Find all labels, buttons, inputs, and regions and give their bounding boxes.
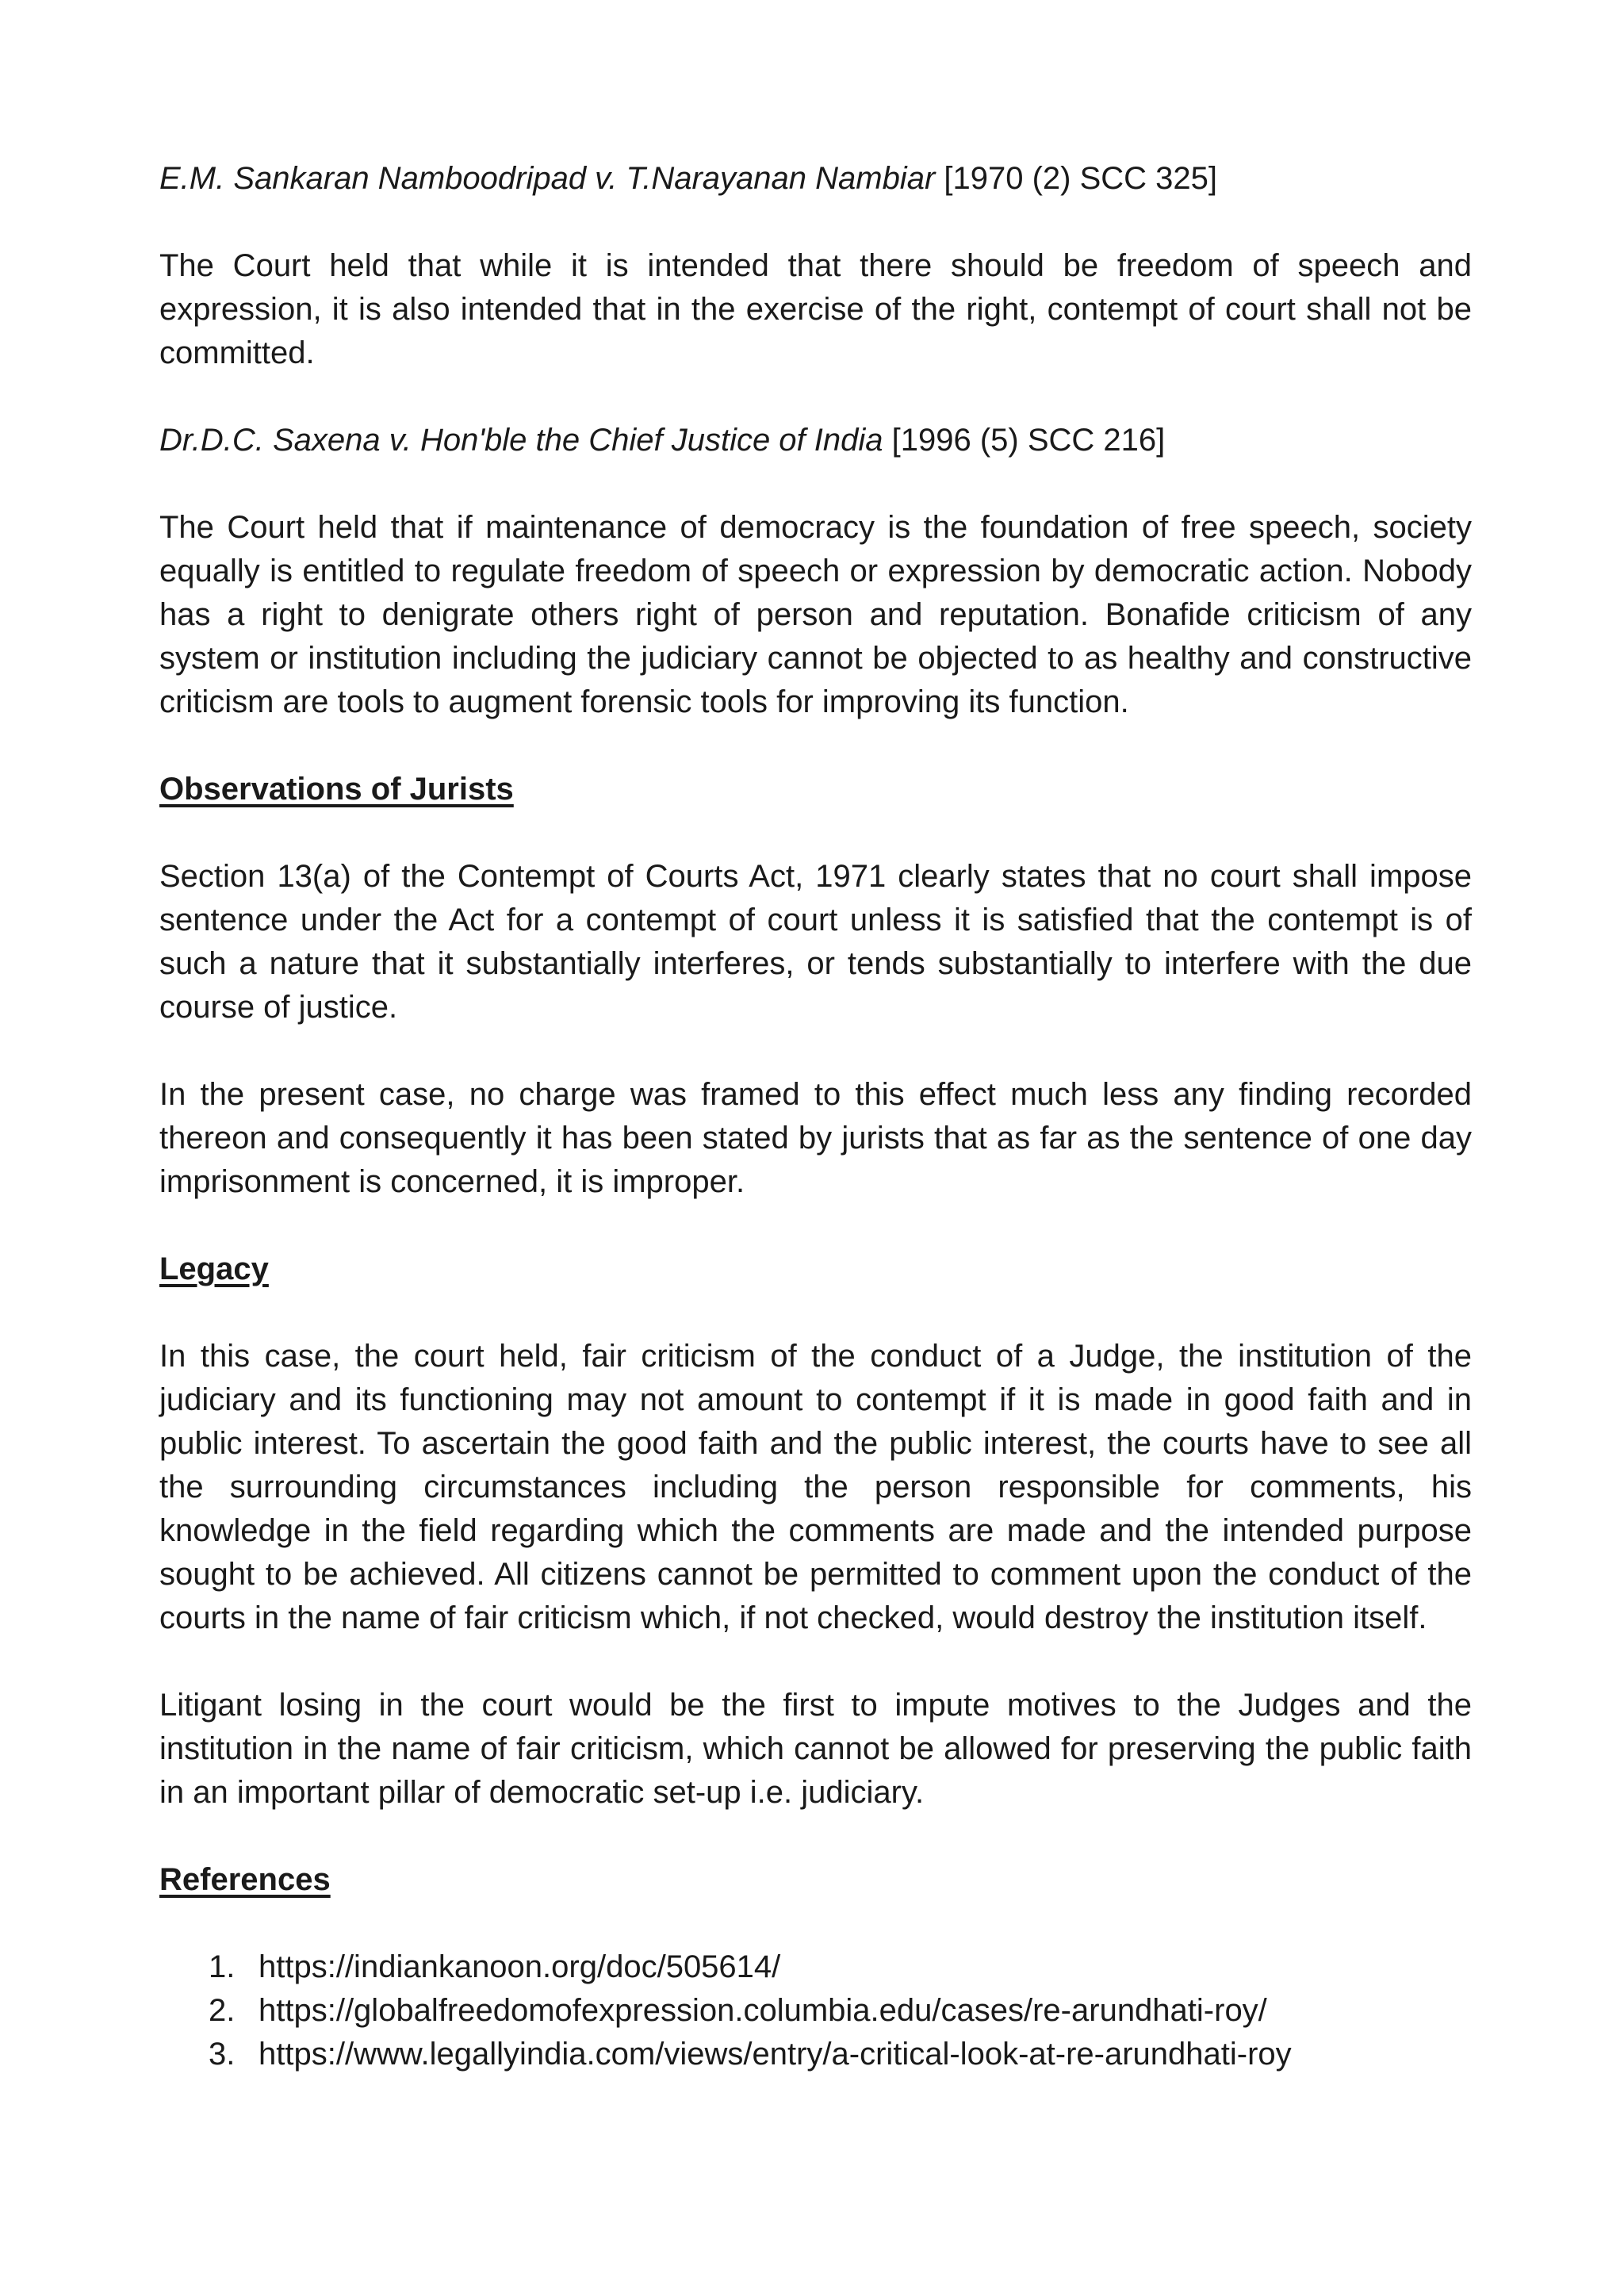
section-heading-references: References: [159, 1862, 331, 1897]
case-name: Dr.D.C. Saxena v. Hon'ble the Chief Justice of India: [159, 423, 883, 458]
paragraph: The Court held that while it is intended that there should be freedom of speech and expression, it is also intended that in the exercise of the right, contempt of court shall not be committed.: [159, 248, 1472, 370]
section-heading-jurists: Observations of Jurists: [159, 772, 514, 807]
case-citation: [1970 (2) SCC 325]: [935, 161, 1218, 196]
case-citation: [1996 (5) SCC 216]: [883, 423, 1166, 458]
paragraph: Litigant losing in the court would be the first to impute motives to the Judges and the institution in the name of fair criticism, which cannot be allowed for preserving the public faith in an important pillar of democratic set-up i.e. judiciary.: [159, 1688, 1472, 1810]
document-page: [159, 157, 1472, 2076]
reference-link[interactable]: https://globalfreedomofexpression.columbia.edu/cases/re-arundhati-roy/: [259, 1993, 1267, 2028]
list-item: [159, 1989, 1472, 2033]
paragraph: In the present case, no charge was framed to this effect much less any finding recorded thereon and consequently it has been stated by jurists that as far as the sentence of one day imprisonment is concerned, it is improper.: [159, 1077, 1472, 1199]
list-item: [159, 1945, 1472, 1989]
list-number: 3.: [209, 2037, 236, 2072]
reference-link[interactable]: https://indiankanoon.org/doc/505614/: [259, 1949, 781, 1984]
references-list: [159, 1945, 1472, 2076]
case-title-2: [159, 419, 1472, 462]
case-name: E.M. Sankaran Namboodripad v. T.Narayanan Nambiar: [159, 161, 936, 196]
paragraph: The Court held that if maintenance of democracy is the foundation of free speech, society equally is entitled to regulate freedom of speech or expression by democratic action. Nobody has a right to denigrate others right of person and reputation. Bonafide criticism of any system or institution including the judiciary cannot be objected to as healthy and constructive criticism are tools to augment forensic tools for improving its function.: [159, 510, 1472, 719]
list-number: 1.: [209, 1949, 236, 1984]
list-number: 2.: [209, 1993, 236, 2028]
paragraph: Section 13(a) of the Contempt of Courts Act, 1971 clearly states that no court shall impose sentence under the Act for a contempt of court unless it is satisfied that the contempt is of such a nature that it substantially interferes, or tends substantially to interfere with the due course of justice.: [159, 859, 1472, 1025]
reference-link[interactable]: https://www.legallyindia.com/views/entry/a-critical-look-at-re-arundhati-roy: [259, 2037, 1292, 2072]
paragraph: In this case, the court held, fair criticism of the conduct of a Judge, the institution of the judiciary and its functioning may not amount to contempt if it is made in good faith and in public interest. To ascertain the good faith and the public interest, the courts have to see all the surrounding circumstances including the person responsible for comments, his knowledge in the field regarding which the comments are made and the intended purpose sought to be achieved. All citizens cannot be permitted to comment upon the conduct of the courts in the name of fair criticism which, if not checked, would destroy the institution itself.: [159, 1339, 1472, 1635]
case-title-1: [159, 157, 1472, 201]
section-heading-legacy: Legacy: [159, 1251, 269, 1286]
list-item: [159, 2033, 1472, 2076]
